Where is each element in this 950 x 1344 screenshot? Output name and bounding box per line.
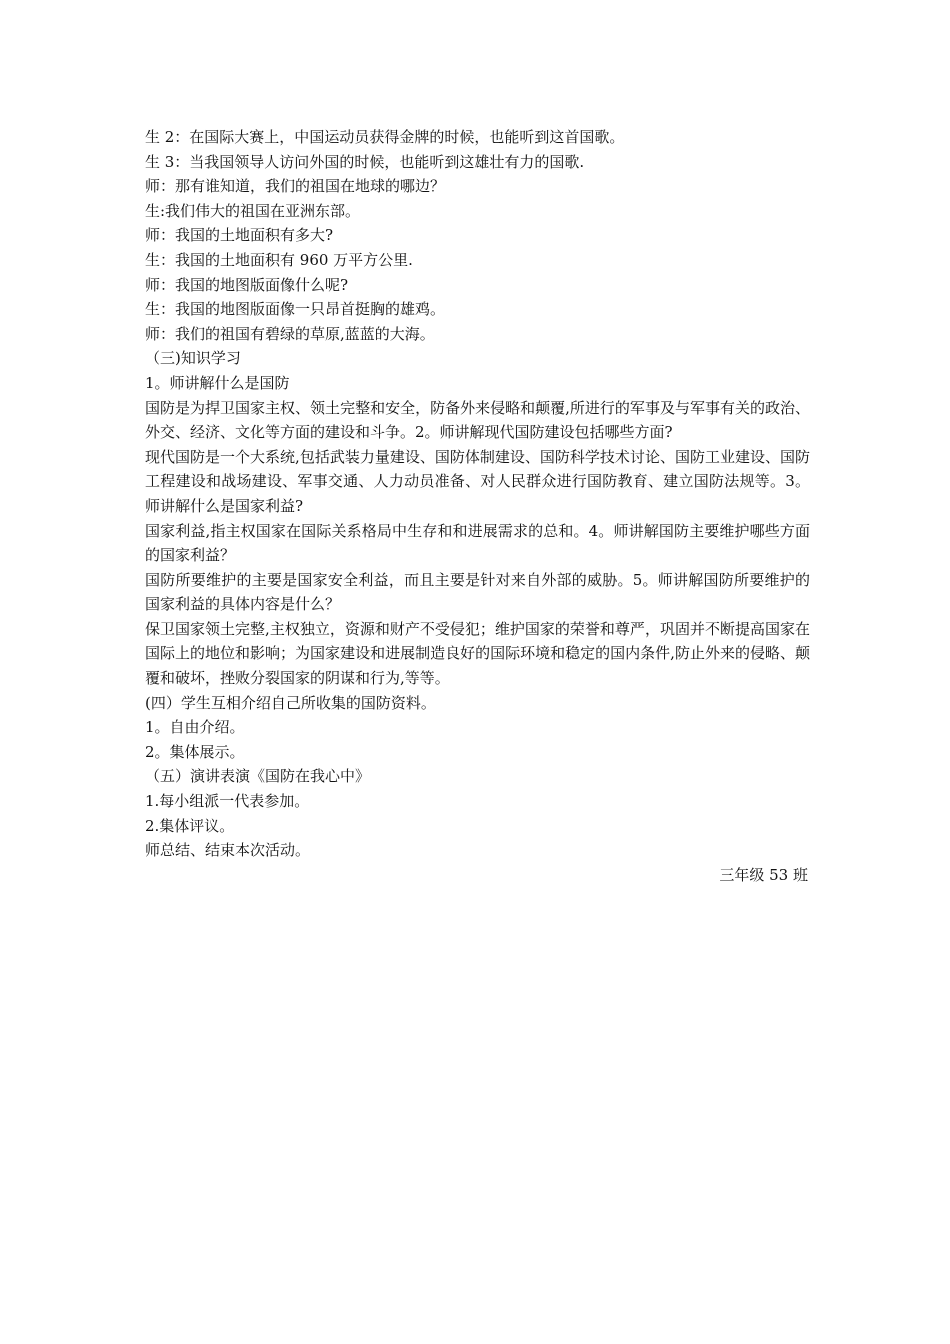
dialogue-line: 生：我国的地图版面像一只昂首挺胸的雄鸡。 [145, 300, 446, 319]
dialogue-line: 生 2：在国际大赛上，中国运动员获得金牌的时候，也能听到这首国歌。 [145, 128, 625, 146]
section-heading: (四）学生互相介绍自己所收集的国防资料。 [145, 693, 436, 712]
body-paragraph: 保卫国家领土完整,主权独立，资源和财产不受侵犯；维护国家的荣誉和尊严，巩固并不断提高国家在国际上的地位和影响；为国家建设和进展制造良好的国际环境和稳定的国内条件,防止外来的侵略、颠覆和破坏，挫败分裂国家的阴谋和行为,等等。 [145, 619, 810, 688]
dialogue-line: 生:我们伟大的祖国在亚洲东部。 [145, 201, 361, 220]
dialogue-line: 生：我国的土地面积有 960 万平方公里. [145, 250, 413, 269]
list-item: 2.集体评议。 [145, 816, 235, 835]
body-paragraph: 现代国防是一个大系统,包括武装力量建设、国防体制建设、国防科学技术讨论、国防工业建设、国防工程建设和战场建设、军事交通、人力动员准备、对人民群众进行国防教育、建立国防法规等。3。师讲解什么是国家利益? [145, 447, 810, 515]
section-heading: （三)知识学习 [145, 349, 241, 368]
dialogue-line: 师：我国的土地面积有多大? [145, 226, 334, 245]
closing-line: 师总结、结束本次活动。 [145, 841, 311, 860]
body-paragraph: 国防是为捍卫国家主权、领土完整和安全，防备外来侵略和颠覆,所进行的军事及与军事有关的政治、外交、经济、文化等方面的建设和斗争。2。师讲解现代国防建设包括哪些方面? [145, 398, 810, 442]
body-paragraph: 国防所要维护的主要是国家安全利益，而且主要是针对来自外部的威胁。5。师讲解国防所要维护的国家利益的具体内容是什么？ [145, 570, 810, 614]
list-item: 1。自由介绍。 [145, 718, 245, 737]
section-heading: （五）演讲表演《国防在我心中》 [145, 767, 371, 786]
dialogue-line: 师：我们的祖国有碧绿的草原,蓝蓝的大海。 [145, 324, 435, 343]
body-paragraph: 国家利益,指主权国家在国际关系格局中生存和和进展需求的总和。4。师讲解国防主要维护哪些方面的国家利益？ [145, 521, 810, 565]
dialogue-line: 师：我国的地图版面像什么呢? [145, 275, 349, 294]
dialogue-line: 生 3：当我国领导人访问外国的时候，也能听到这雄壮有力的国歌. [145, 152, 585, 171]
list-item: 1。师讲解什么是国防 [145, 373, 290, 392]
dialogue-line: 师：那有谁知道，我们的祖国在地球的哪边？ [145, 177, 446, 196]
class-signature: 三年级 53 班 [719, 865, 808, 884]
list-item: 1.每小组派一代表参加。 [145, 792, 310, 811]
document-body [145, 125, 810, 887]
list-item: 2。集体展示。 [145, 742, 245, 761]
